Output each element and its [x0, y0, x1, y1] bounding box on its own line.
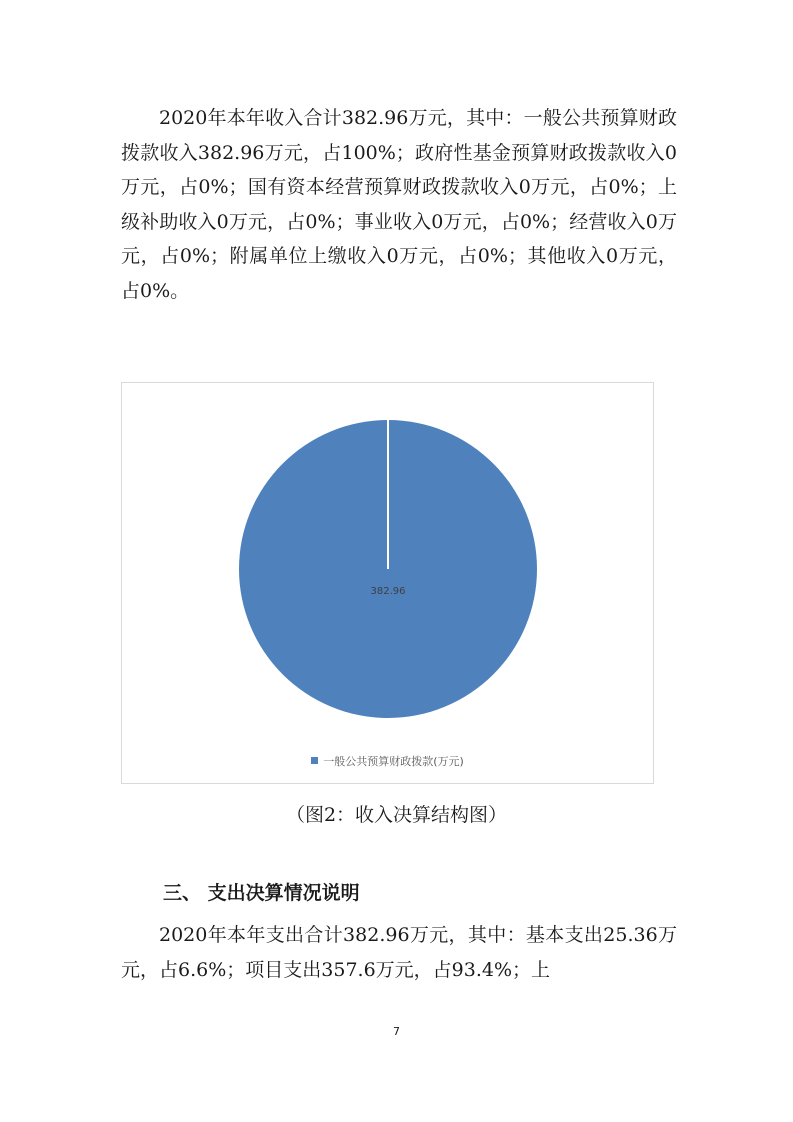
pie-chart-svg [122, 383, 655, 785]
legend-swatch [311, 757, 318, 764]
figure-caption: （图2：收入决算结构图） [285, 804, 508, 826]
slice-data-label: 382.96 [370, 586, 406, 597]
page-number: 7 [393, 1025, 400, 1038]
expense-paragraph: 2020年本年支出合计382.96万元，其中：基本支出25.36万元，占6.6%；项目支出357.6万元，占93.4%；上 [121, 924, 677, 981]
section-heading: 三、 支出决算情况说明 [163, 882, 360, 904]
income-pie-chart [121, 382, 654, 784]
income-paragraph: 2020年本年收入合计382.96万元，其中：一般公共预算财政拨款收入382.96万元，占100%；政府性基金预算财政拨款收入0万元，占0%；国有资本经营预算财政拨款收入0万元，占0%；上级补助收入0万元，占0%；事业收入0万元，占0%；经营收入0万元，占0%；附属单位上缴收入0万元，占0%；其他收入0万元，占0%。 [121, 107, 677, 302]
chart-legend [122, 753, 653, 769]
legend-label: 一般公共预算财政拨款(万元) [323, 755, 464, 768]
